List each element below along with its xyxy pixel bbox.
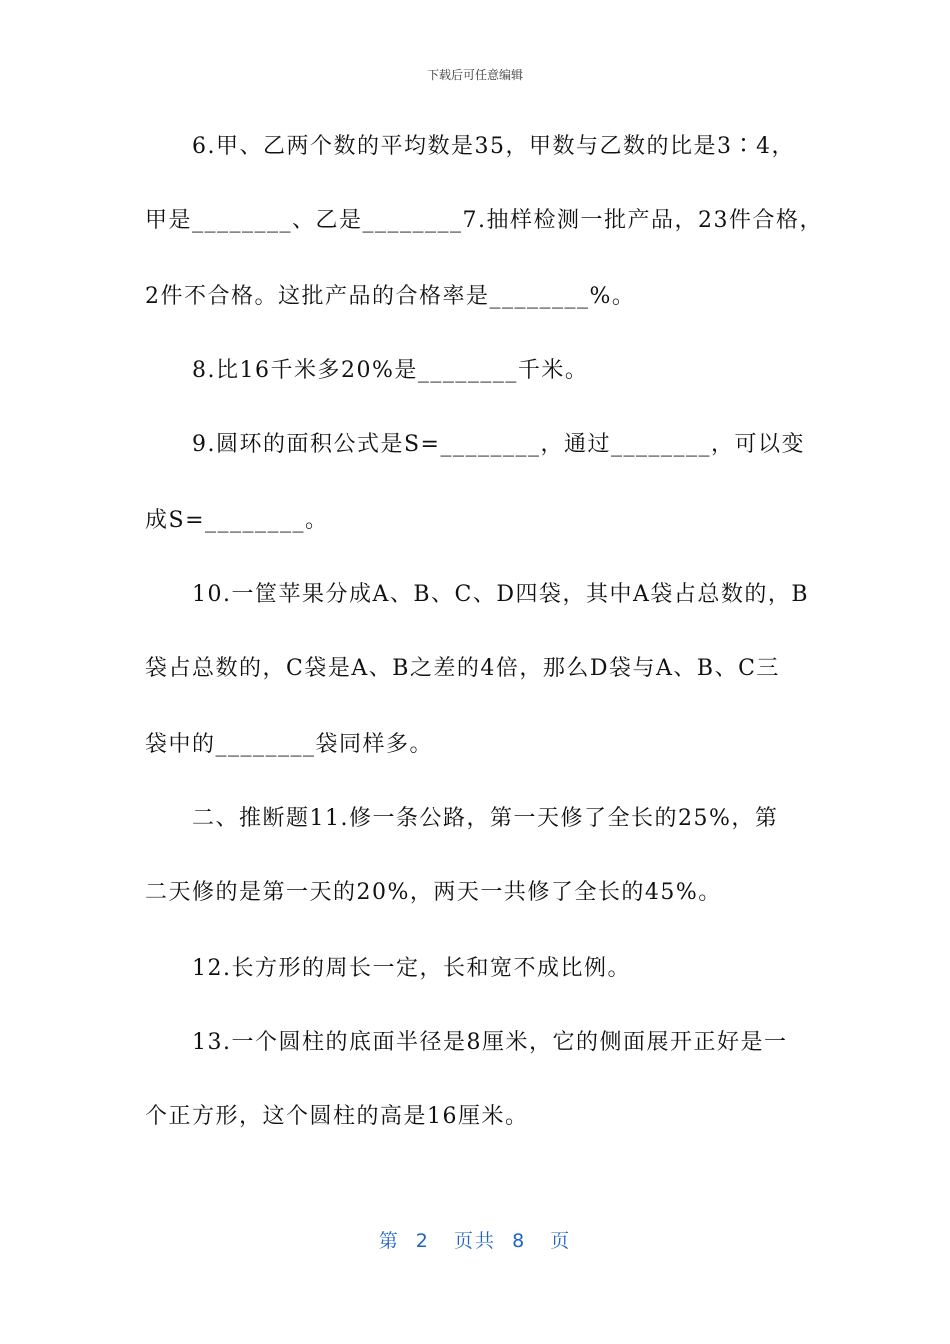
page-header: 下载后可任意编辑 bbox=[426, 68, 523, 82]
text-line: 甲是________、乙是________7.抽样检测一批产品，23件合格， bbox=[145, 208, 823, 233]
text-line: 成S=________。 bbox=[145, 508, 329, 533]
page-number: 第 2 页共 8 页 bbox=[378, 1230, 572, 1252]
text-line: 13.一个圆柱的底面半径是8厘米，它的侧面展开正好是一 bbox=[192, 1030, 788, 1055]
text-line: 个正方形，这个圆柱的高是16厘米。 bbox=[145, 1104, 529, 1129]
text-line: 12.长方形的周长一定，长和宽不成比例。 bbox=[192, 956, 631, 981]
text-line: 袋占总数的，C袋是A、B之差的4倍，那么D袋与A、B、C三 bbox=[145, 656, 780, 681]
text-line: 8.比16千米多20%是________千米。 bbox=[192, 358, 589, 383]
text-line: 二天修的是第一天的20%，两天一共修了全长的45%。 bbox=[145, 880, 722, 905]
text-line: 10.一筐苹果分成A、B、C、D四袋，其中A袋占总数的，B bbox=[192, 582, 810, 607]
text-line: 袋中的________袋同样多。 bbox=[145, 732, 434, 757]
text-line: 6.甲、乙两个数的平均数是35，甲数与乙数的比是3∶4， bbox=[192, 134, 795, 159]
text-line: 2件不合格。这批产品的合格率是________%。 bbox=[145, 284, 636, 309]
text-line: 二、推断题11.修一条公路，第一天修了全长的25%，第 bbox=[192, 806, 779, 831]
text-line: 9.圆环的面积公式是S=________，通过________，可以变 bbox=[192, 432, 805, 457]
